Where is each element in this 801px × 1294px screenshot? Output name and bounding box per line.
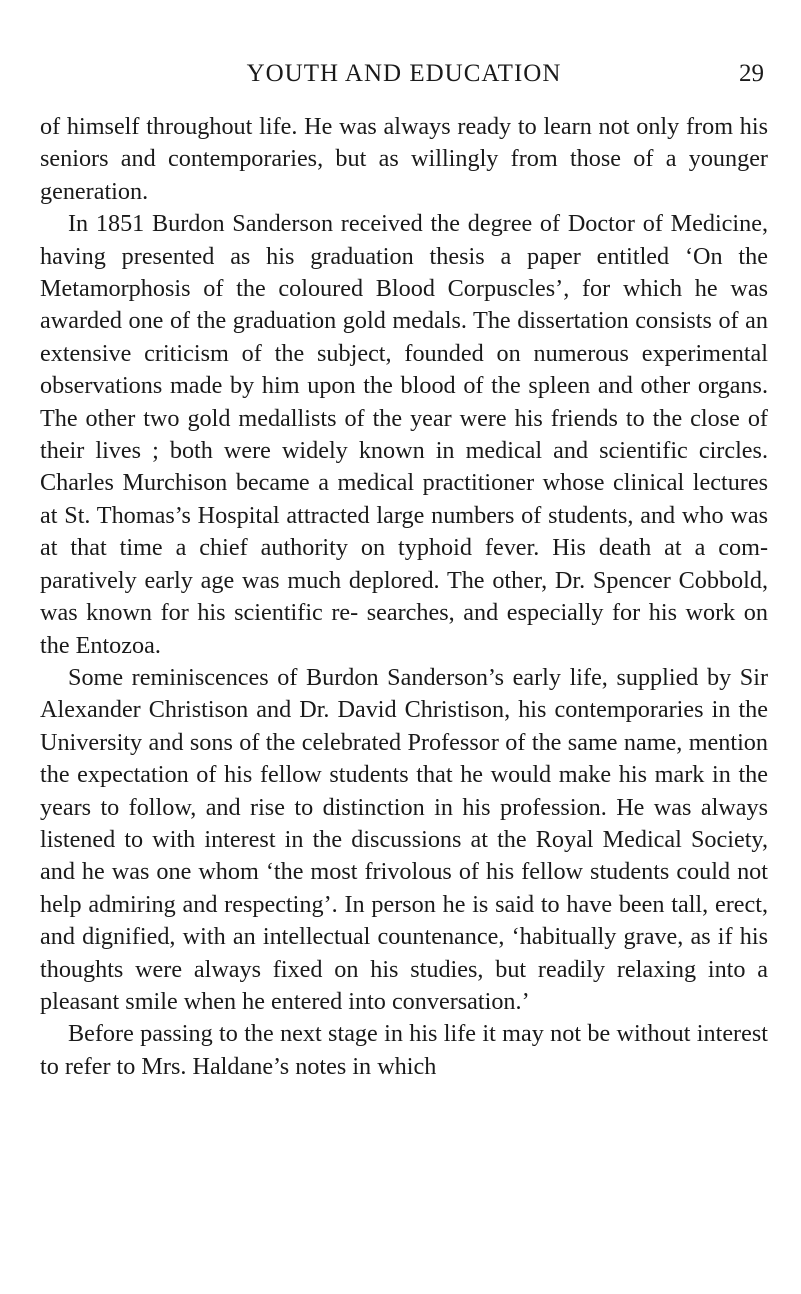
paragraph-graduation: In 1851 Burdon Sanderson received the degree of Doctor of Medicine, having presented as his graduation thesis a paper entitled ‘On the Metamorphosis of the coloured Blood Corpuscles’, for which he was awarded one of the graduation gold medals. The dissertation consists of an extensive criticism of the subject, founded on numerous experimental observations made by him upon the blood of the spleen and other organs. The other two gold medallists of the year were his friends to the close of their lives ; both were widely known in medical and scientific circles. Charles Murchison became a medical practitioner whose clinical lectures at St. Thomas’s Hospital attracted large numbers of students, and who was at that time a chief authority on typhoid fever. His death at a com- paratively early age was much deplored. The other, Dr. Spencer Cobbold, was known for his scientific re- searches, and especially for his work on the Entozoa. [40,210,768,659]
running-title: YOUTH AND EDUCATION [246,60,562,87]
page-number: 29 [739,60,764,87]
running-head [40,60,768,96]
paragraph-continued: of himself throughout life. He was always ready to learn not only from his seniors and contemporaries, but as willingly from those of a younger generation. [40,113,768,205]
paragraph-reminiscences: Some reminiscences of Burdon Sanderson’s early life, supplied by Sir Alexander Christison and Dr. David Christison, his contemporaries in the University and sons of the celebrated Professor of the same name, mention the expectation of his fellow students that he would make his mark in the years to follow, and rise to distinction in his profession. He was always listened to with interest in the discussions at the Royal Medical Society, and he was one whom ‘the most frivolous of his fellow students could not help admiring and respecting’. In person he is said to have been tall, erect, and dignified, with an intellectual countenance, ‘habitually grave, as if his thoughts were always fixed on his studies, but readily relaxing into a pleasant smile when he entered into conversation.’ [40,663,768,1015]
body-text [40,111,768,1083]
paragraph-before-passing: Before passing to the next stage in his life it may not be without interest to refer to Mrs. Haldane’s notes in which [40,1020,768,1080]
book-page [40,60,768,1083]
